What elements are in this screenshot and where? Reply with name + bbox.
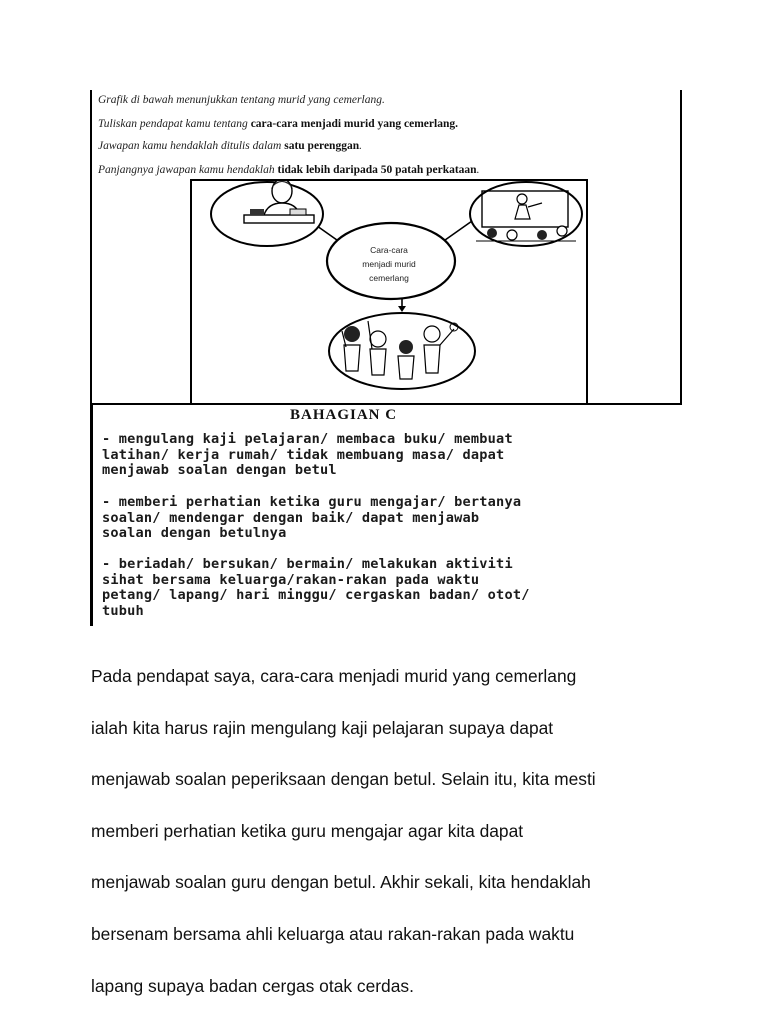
essay-line: menjawab soalan guru dengan betul. Akhir sekali, kita hendaklah (91, 872, 591, 893)
essay-line: Pada pendapat saya, cara-cara menjadi murid yang cemerlang (91, 666, 577, 686)
center-label (332, 243, 446, 285)
answer-key-block (90, 404, 681, 626)
answer-line: - mengulang kaji pelajaran/ membaca buku/ membuat (102, 431, 513, 447)
answer-line: - beriadah/ bersukan/ bermain/ melakukan aktiviti (102, 556, 513, 572)
answer-line: soalan dengan betulnya (102, 525, 287, 541)
student-studying-image (211, 181, 323, 246)
mind-map-frame (190, 179, 588, 403)
instruction-line-3: Jawapan kamu hendaklah ditulis dalam satu perenggan. (98, 140, 362, 152)
center-label-line: menjadi murid (362, 259, 416, 269)
essay-line: bersenam bersama ahli keluarga atau rakan-rakan pada waktu (91, 923, 575, 944)
answer-point-1 (102, 432, 672, 479)
center-label-line: Cara-cara (370, 245, 408, 255)
instruction-line-2: Tuliskan pendapat kamu tentang cara-cara menjadi murid yang cemerlang. (98, 118, 458, 130)
mind-map-diagram (192, 181, 586, 403)
answer-line: - memberi perhatian ketika guru mengajar/ bertanya (102, 494, 522, 510)
answer-line: sihat bersama keluarga/rakan-rakan pada waktu (102, 571, 480, 588)
essay-line: menjawab soalan peperiksaan dengan betul. Selain itu, kita mesti (91, 769, 596, 790)
question-sheet (90, 90, 682, 405)
section-heading: BAHAGIAN C (290, 407, 398, 423)
children-exercising-image (329, 313, 475, 389)
essay-paragraph (91, 664, 691, 999)
instruction-line-1: Grafik di bawah menunjukkan tentang murid yang cemerlang. (98, 94, 385, 106)
instruction-line-4: Panjangnya jawapan kamu hendaklah tidak lebih daripada 50 patah perkataan. (98, 164, 480, 176)
answer-point-3 (102, 557, 672, 619)
answer-line: latihan/ kerja rumah/ tidak membuang masa/ dapat (102, 446, 505, 463)
answer-line: menjawab soalan dengan betul (102, 462, 337, 478)
answer-line: petang/ lapang/ hari minggu/ cergaskan badan/ otot/ (102, 587, 530, 603)
teacher-in-class-image (470, 182, 582, 246)
essay-line: ialah kita harus rajin mengulang kaji pelajaran supaya dapat (91, 717, 554, 738)
answer-line: soalan/ mendengar dengan baik/ dapat menjawab (102, 509, 480, 526)
essay-line: memberi perhatian ketika guru mengajar agar kita dapat (91, 820, 524, 841)
essay-line: lapang supaya badan cergas otak cerdas. (91, 975, 414, 996)
center-label-line: cemerlang (369, 273, 409, 283)
answer-point-2 (102, 495, 672, 542)
answer-line: tubuh (102, 602, 144, 619)
